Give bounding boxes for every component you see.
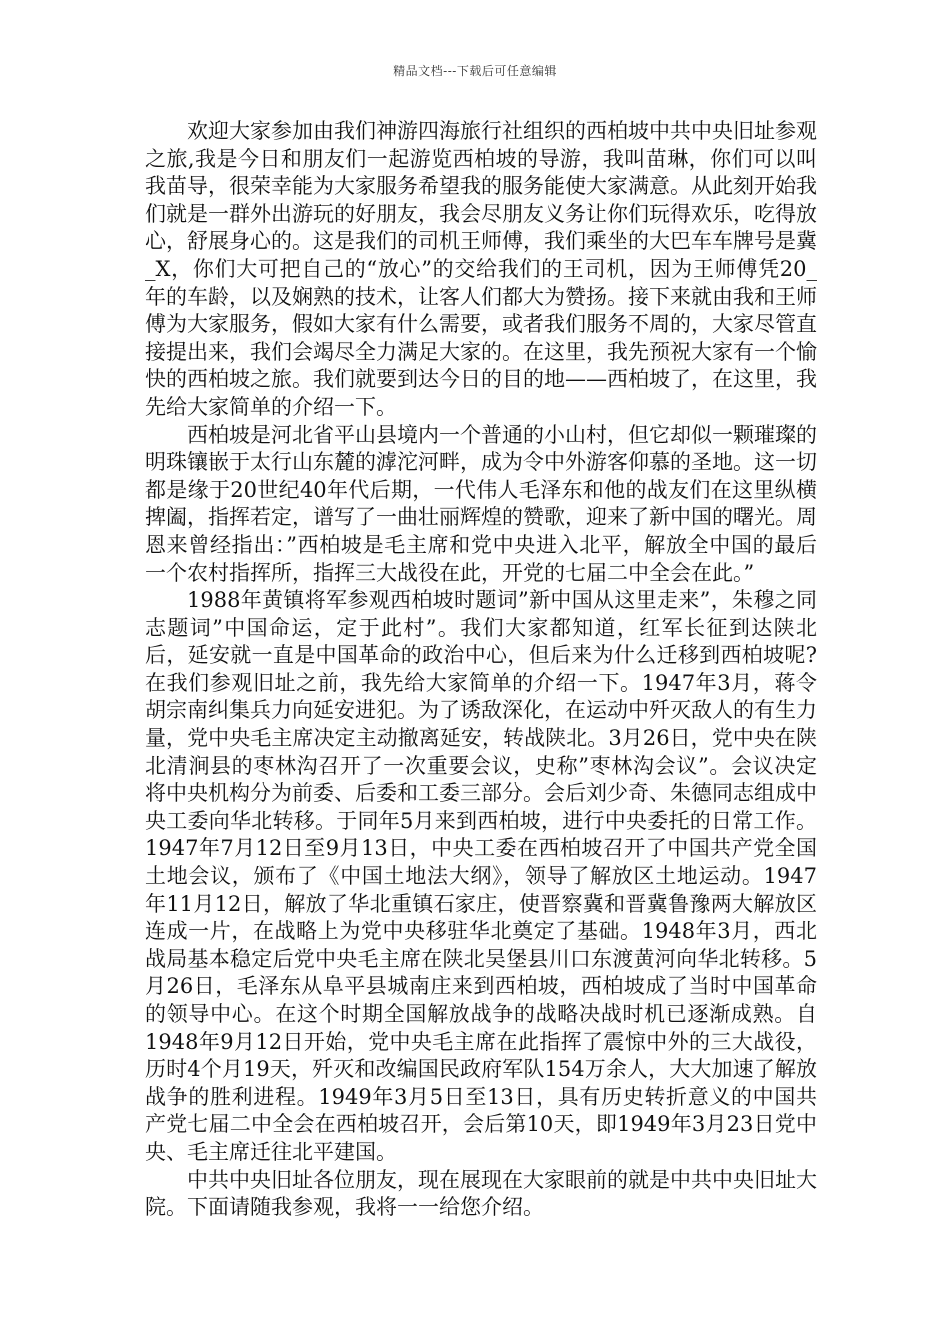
page-header: 精品文档---下载后可任意编辑 bbox=[393, 64, 557, 78]
paragraph-welcome: 欢迎大家参加由我们神游四海旅行社组织的西柏坡中共中央旧址参观之旅,我是今日和朋友们一起游览西柏坡的导游，我叫苗琳，你们可以叫我苗导，很荣幸能为大家服务希望我的服务能使大家满意。从此刻开始我们就是一群外出游玩的好朋友，我会尽朋友义务让你们玩得欢乐，吃得放心，舒展身心的。这是我们的司机王师傅，我们乘坐的大巴车车牌号是冀_X，你们大可把自己的“放心”的交给我们的王司机，因为王师傅凭20_年的车龄，以及娴熟的技术，让客人们都大为赞扬。接下来就由我和王师傅为大家服务，假如大家有什么需要，或者我们服务不周的，大家尽管直接提出来，我们会竭尽全力满足大家的。在这里，我先预祝大家有一个愉快的西柏坡之旅。我们就要到达今日的目的地——西柏坡了，在这里，我先给大家简单的介绍一下。 bbox=[145, 119, 817, 419]
paragraph-site-intro: 中共中央旧址各位朋友，现在展现在大家眼前的就是中共中央旧址大院。下面请随我参观，我将一一给您介绍。 bbox=[145, 1167, 817, 1220]
paragraph-xibaipo-intro: 西柏坡是河北省平山县境内一个普通的小山村，但它却似一颗璀璨的明珠镶嵌于太行山东麓的滹沱河畔，成为令中外游客仰慕的圣地。这一切都是缘于20世纪40年代后期，一代伟人毛泽东和他的战友们在这里纵横捭阖，指挥若定，谱写了一曲壮丽辉煌的赞歌，迎来了新中国的曙光。周恩来曾经指出：”西柏坡是毛主席和党中央进入北平，解放全中国的最后一个农村指挥所，指挥三大战役在此，开党的七届二中全会在此。” bbox=[145, 422, 817, 585]
paragraph-history: 1988年黄镇将军参观西柏坡时题词”新中国从这里走来”，朱穆之同志题词”中国命运，定于此村”。我们大家都知道，红军长征到达陕北后，延安就一直是中国革命的政治中心，但后来为什么迁移到西柏坡呢?在我们参观旧址之前，我先给大家简单的介绍一下。1947年3月，蒋令胡宗南纠集兵力向延安进犯。为了诱敌深化，在运动中歼灭敌人的有生力量，党中央毛主席决定主动撤离延安，转战陕北。3月26日，党中央在陕北清涧县的枣林沟召开了一次重要会议，史称”枣林沟会议”。会议决定将中央机构分为前委、后委和工委三部分。会后刘少奇、朱德同志组成中央工委向华北转移。于同年5月来到西柏坡，进行中央委托的日常工作。1947年7月12日至9月13日，中央工委在西柏坡召开了中国共产党全国土地会议，颁布了《中国土地法大纲》，领导了解放区土地运动。1947年11月12日，解放了华北重镇石家庄，使晋察冀和晋冀鲁豫两大解放区连成一片，在战略上为党中央移驻华北奠定了基础。1948年3月，西北战局基本稳定后党中央毛主席在陕北吴堡县川口东渡黄河向华北转移。5月26日，毛泽东从阜平县城南庄来到西柏坡，西柏坡成了当时中国革命的领导中心。在这个时期全国解放战争的战略决战时机已逐渐成熟。自1948年9月12日开始，党中央毛主席在此指挥了震惊中外的三大战役，历时4个月19天，歼灭和改编国民政府军队154万余人，大大加速了解放战争的胜利进程。1949年3月5日至13日，具有历史转折意义的中国共产党七届二中全会在西柏坡召开，会后第10天，即1949年3月23日党中央、毛主席迁往北平建国。 bbox=[145, 588, 817, 1164]
document-body bbox=[145, 118, 817, 1222]
